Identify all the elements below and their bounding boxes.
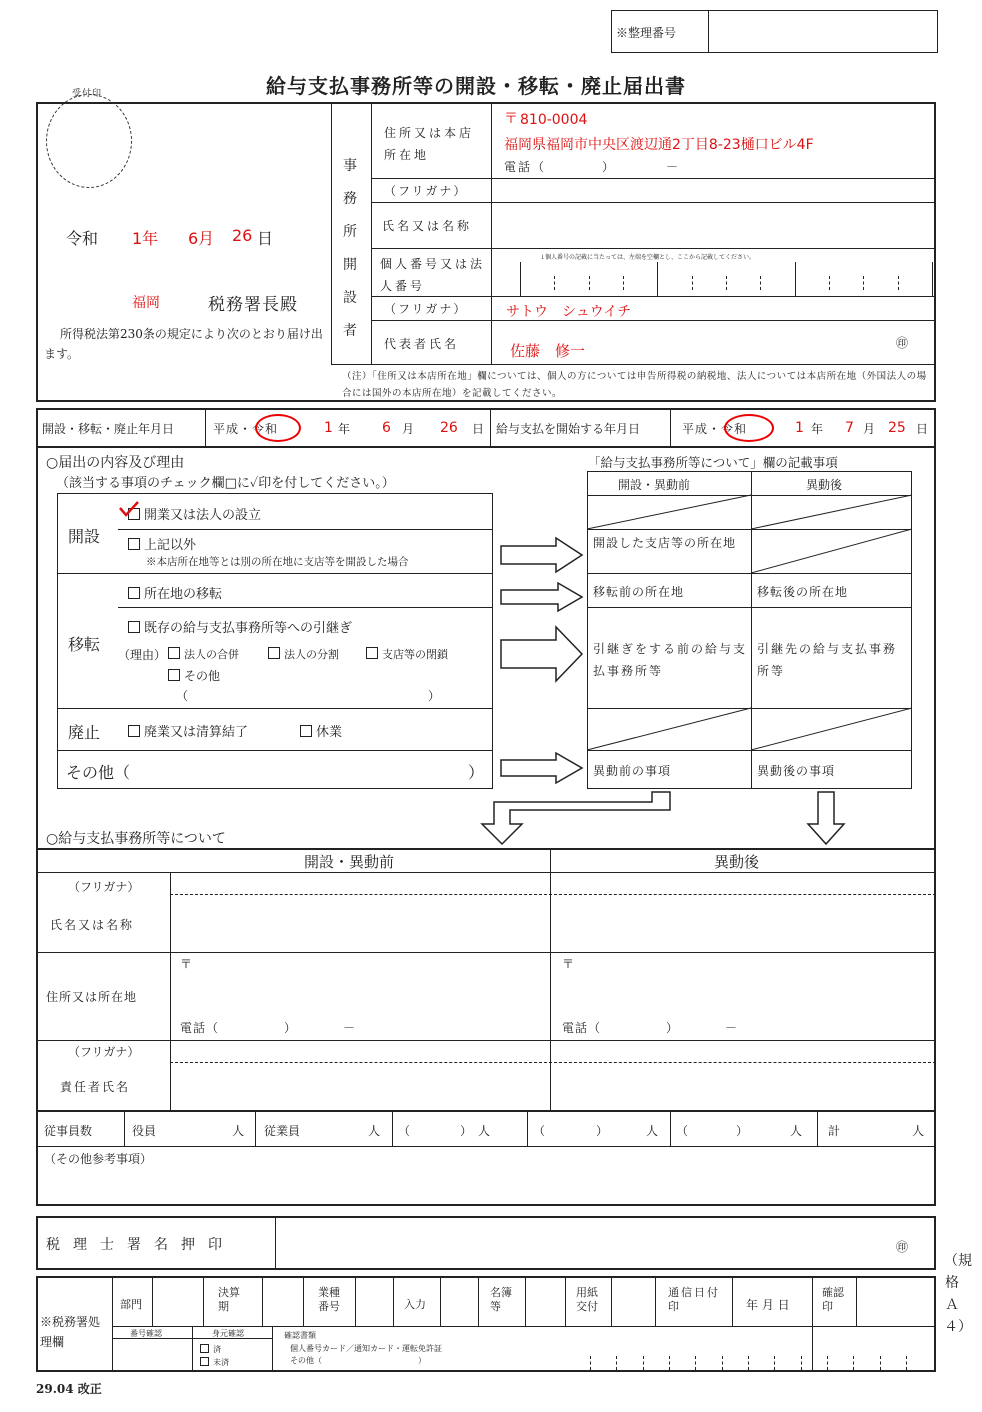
pay-date-label: 給与支払を開始する年月日 [496, 422, 641, 436]
officers-label: 役員 [132, 1124, 157, 1138]
matrix-slash [587, 708, 912, 750]
open-year[interactable]: 1 [324, 420, 333, 436]
rep-name[interactable]: 佐藤 修一 [510, 342, 586, 360]
office-number-divider [695, 1356, 696, 1370]
other-label: その他（ [66, 763, 131, 782]
open-day[interactable]: 26 [440, 420, 458, 436]
extra3-unit: 人 [790, 1124, 803, 1138]
other-notes-field[interactable] [44, 1168, 928, 1202]
office-number-divider [801, 1356, 802, 1370]
office-phone-before[interactable]: 電話（ ） － [180, 1021, 357, 1035]
other-field[interactable] [150, 756, 460, 784]
pay-year-unit: 年 [811, 422, 824, 436]
officers-unit: 人 [232, 1124, 245, 1138]
matrix-r6-before: 異動前の事項 [593, 764, 672, 778]
open-day-unit: 日 [472, 422, 485, 436]
close-option-1[interactable]: 廃業又は清算結了 [128, 721, 248, 740]
open-date-label: 開設・移転・廃止年月日 [42, 422, 175, 436]
open-option-2-note: ※本店所在地等とは別の所在地に支店等を開設した場合 [146, 556, 409, 568]
date-month[interactable]: 6月 [188, 229, 215, 248]
matrix-r2-before: 開設した支店等の所在地 [593, 536, 737, 550]
move-reason-3[interactable]: 支店等の閉鎖 [366, 646, 448, 662]
arrow-right-icon [500, 752, 584, 784]
office-number-divider [616, 1356, 617, 1370]
reference-number-label: ※整理番号 [616, 26, 677, 40]
office-use-label: ※税務署処理欄 [40, 1315, 101, 1349]
open-month[interactable]: 6 [382, 420, 391, 436]
office-number-divider [722, 1356, 723, 1370]
arrow-down-icon [476, 790, 676, 846]
number-box-divider [863, 276, 864, 290]
office-use-ymd: 年 月 日 [746, 1298, 790, 1312]
manager-label: 責任者氏名 [60, 1080, 131, 1094]
matrix-col-after: 異動後 [806, 478, 843, 492]
office-phone-after[interactable]: 電話（ ） － [562, 1021, 739, 1035]
tax-office-suffix: 税務署長殿 [208, 295, 298, 315]
open-option-1-check [118, 500, 140, 518]
statement-text: 所得税法第230条の規定により次のとおり届け出ます。 [44, 327, 323, 361]
matrix-r4-before: 引継ぎをする前の給与支払事務所等 [593, 642, 748, 678]
office-number-divider [643, 1356, 644, 1370]
number-box-divider [520, 262, 521, 296]
office-furigana-label: （フリガナ） [68, 880, 140, 894]
other-notes-label: （その他参考事項） [44, 1152, 153, 1166]
office-use-comm-date: 通信日付印 [668, 1286, 720, 1313]
office-postal-before: 〒 [180, 957, 193, 971]
extra1-open: （ [398, 1124, 411, 1138]
employees-label: 従事員数 [44, 1124, 93, 1138]
matrix-r3-after: 移転後の所在地 [757, 585, 849, 599]
name-label: 氏名又は名称 [382, 219, 473, 233]
number-box-divider [657, 262, 658, 296]
matrix-slash [751, 529, 912, 573]
number-box-divider [623, 276, 624, 290]
office-use-id-not[interactable]: 未済 [200, 1357, 229, 1368]
office-use-id-done[interactable]: 済 [200, 1344, 221, 1355]
number-box-divider [932, 262, 933, 296]
open-option-1[interactable]: 開業又は法人の設立 [128, 504, 261, 523]
postal-mark: 〒 [504, 111, 518, 127]
pay-month-unit: 月 [863, 422, 876, 436]
open-label: 開設 [68, 527, 101, 546]
office-use-id-check: 身元確認 [212, 1329, 244, 1338]
extra2-open: （ [533, 1124, 546, 1138]
total-label: 計 [828, 1124, 841, 1138]
office-use-doc-check: 確認書類 [284, 1331, 316, 1340]
office-number-divider [590, 1356, 591, 1370]
office-use-num-check: 番号確認 [130, 1329, 162, 1338]
extra2-unit: 人 [646, 1124, 659, 1138]
pay-day[interactable]: 25 [888, 420, 906, 436]
office-use-industry: 業種番号 [318, 1286, 340, 1313]
seal-mark: ㊞ [896, 336, 909, 350]
total-unit: 人 [912, 1124, 925, 1138]
open-date-era: 平成・令和 [213, 422, 279, 436]
office-col-after: 異動後 [714, 853, 760, 871]
office-number-divider [827, 1356, 828, 1370]
extra1-unit: 人 [478, 1124, 491, 1138]
address-note: （注）「住所又は本店所在地」欄については、個人の方については申告所得税の納税地、法人については本店所在地（外国法人の場合には国外の本店所在地）を記載してください。 [342, 371, 927, 399]
open-option-2[interactable]: 上記以外 [128, 534, 196, 553]
other-close: ） [468, 763, 485, 782]
move-reason-1[interactable]: 法人の合併 [168, 646, 239, 662]
furigana-label: （フリガナ） [384, 184, 468, 198]
establisher-phone[interactable]: 電話（ ） － [504, 160, 681, 174]
office-number-divider [853, 1356, 854, 1370]
office-use-roster: 名簿等 [490, 1286, 512, 1313]
office-use-check-seal: 確認印 [822, 1286, 844, 1313]
rep-furigana[interactable]: サトウ シュウイチ [506, 304, 632, 320]
establisher-name-field[interactable] [496, 205, 932, 245]
office-name-label: 氏名又は名称 [50, 918, 135, 932]
tax-accountant-seal: ㊞ [896, 1240, 909, 1254]
date-day[interactable]: 26 [232, 226, 253, 245]
extra3-close: ） [736, 1124, 749, 1138]
move-reason-label: （理由） [118, 648, 167, 662]
office-use-form-issue: 用紙交付 [576, 1286, 598, 1313]
office-heading: ○給与支払事務所等について [46, 831, 226, 847]
move-label: 移転 [68, 635, 101, 654]
rep-name-label: 代表者氏名 [384, 337, 460, 351]
move-option-1[interactable]: 所在地の移転 [128, 583, 222, 602]
tax-office-name[interactable]: 福岡 [132, 295, 160, 311]
arrow-right-icon [500, 626, 584, 682]
reasons-table [57, 493, 493, 789]
move-reason-2[interactable]: 法人の分割 [268, 646, 339, 662]
postal-code[interactable]: 810-0004 [520, 112, 588, 128]
reasons-heading: ○届出の内容及び理由 [46, 455, 185, 471]
matrix-r3-before: 移転前の所在地 [593, 585, 685, 599]
arrow-right-icon [500, 537, 584, 573]
close-label: 廃止 [68, 723, 101, 742]
personal-number-boxes[interactable] [520, 262, 932, 296]
matrix-r4-after: 引継先の給与支払事務所等 [757, 642, 898, 678]
reception-seal-label: 受付印 [72, 89, 103, 99]
number-box-divider [726, 276, 727, 290]
matrix-slash [587, 495, 912, 529]
number-box-divider [760, 276, 761, 290]
matrix-r6-after: 異動後の事項 [757, 764, 836, 778]
office-number-divider [880, 1356, 881, 1370]
rep-furigana-label: （フリガナ） [384, 302, 468, 316]
pay-era-circle [724, 414, 774, 442]
establisher-vertical-label: 事務所開設者 [343, 158, 357, 339]
matrix-title: 「給与支払事務所等について」欄の記載事項 [588, 455, 838, 470]
office-number-divider [748, 1356, 749, 1370]
reasons-subheading: （該当する事項のチェック欄□に✓印を付してください。） [56, 476, 395, 491]
staff-unit: 人 [368, 1124, 381, 1138]
office-number-divider [774, 1356, 775, 1370]
reception-seal-circle [46, 94, 132, 188]
open-year-unit: 年 [338, 422, 351, 436]
office-col-before: 開設・異動前 [304, 853, 395, 871]
office-postal-after: 〒 [562, 957, 575, 971]
extra1-close: ） [460, 1124, 473, 1138]
office-use-number-ticks [590, 1356, 906, 1372]
number-label: 個人番号又は法人番号 [380, 257, 486, 293]
pay-date-era: 平成・令和 [682, 422, 748, 436]
move-reason-4[interactable]: その他 [168, 667, 220, 684]
reference-number-field[interactable] [712, 14, 934, 49]
office-number-divider [906, 1356, 907, 1370]
office-use-doc-other: その他（ ） [290, 1356, 426, 1365]
pay-day-unit: 日 [916, 422, 929, 436]
move-option-2[interactable]: 既存の給与支払事務所等への引継ぎ [128, 617, 352, 636]
number-note: ↓個人番号の記載に当たっては、左端を空欄とし、ここから記載してください。 [540, 254, 756, 261]
extra3-open: （ [676, 1124, 689, 1138]
move-reason-other-field[interactable]: （ ） [176, 689, 441, 703]
arrow-right-icon [500, 582, 584, 612]
office-address-label: 住所又は所在地 [46, 990, 138, 1004]
establisher-address[interactable]: 福岡県福岡市中央区渡辺通2丁目8-23樋口ビル4F [504, 137, 814, 153]
number-box-divider [554, 276, 555, 290]
number-box-divider [898, 276, 899, 290]
office-number-divider [669, 1356, 670, 1370]
office-use-doc-list: 個人番号カード／通知カード・運転免許証 [290, 1344, 442, 1353]
size-note: （規格Ａ４） [944, 1253, 972, 1335]
number-box-divider [829, 276, 830, 290]
number-box-divider [795, 262, 796, 296]
date-era: 令和 [66, 229, 99, 248]
number-box-divider [589, 276, 590, 290]
arrow-down-icon [806, 790, 846, 846]
number-box-divider [692, 276, 693, 290]
office-use-dept: 部門 [120, 1298, 142, 1311]
extra2-close: ） [596, 1124, 609, 1138]
staff-label: 従業員 [264, 1124, 301, 1138]
matrix-col-before: 開設・異動前 [618, 478, 691, 492]
form-title: 給与支払事務所等の開設・移転・廃止届出書 [266, 74, 686, 98]
office-table [36, 848, 936, 1112]
open-month-unit: 月 [402, 422, 415, 436]
open-era-circle [255, 414, 301, 442]
pay-year[interactable]: 1 [795, 420, 804, 436]
tax-accountant-label: 税理士署名押印 [46, 1237, 235, 1253]
office-use-input: 入力 [404, 1298, 426, 1311]
office-use-settle: 決算期 [218, 1286, 240, 1313]
address-label: 住所又は本店所在地 [384, 126, 475, 162]
date-year[interactable]: 1年 [132, 229, 159, 248]
date-day-unit: 日 [257, 229, 274, 248]
manager-furigana-label: （フリガナ） [68, 1045, 140, 1059]
close-option-2[interactable]: 休業 [300, 721, 342, 740]
footer-version: 29.04 改正 [36, 1382, 102, 1396]
pay-month[interactable]: 7 [845, 420, 854, 436]
